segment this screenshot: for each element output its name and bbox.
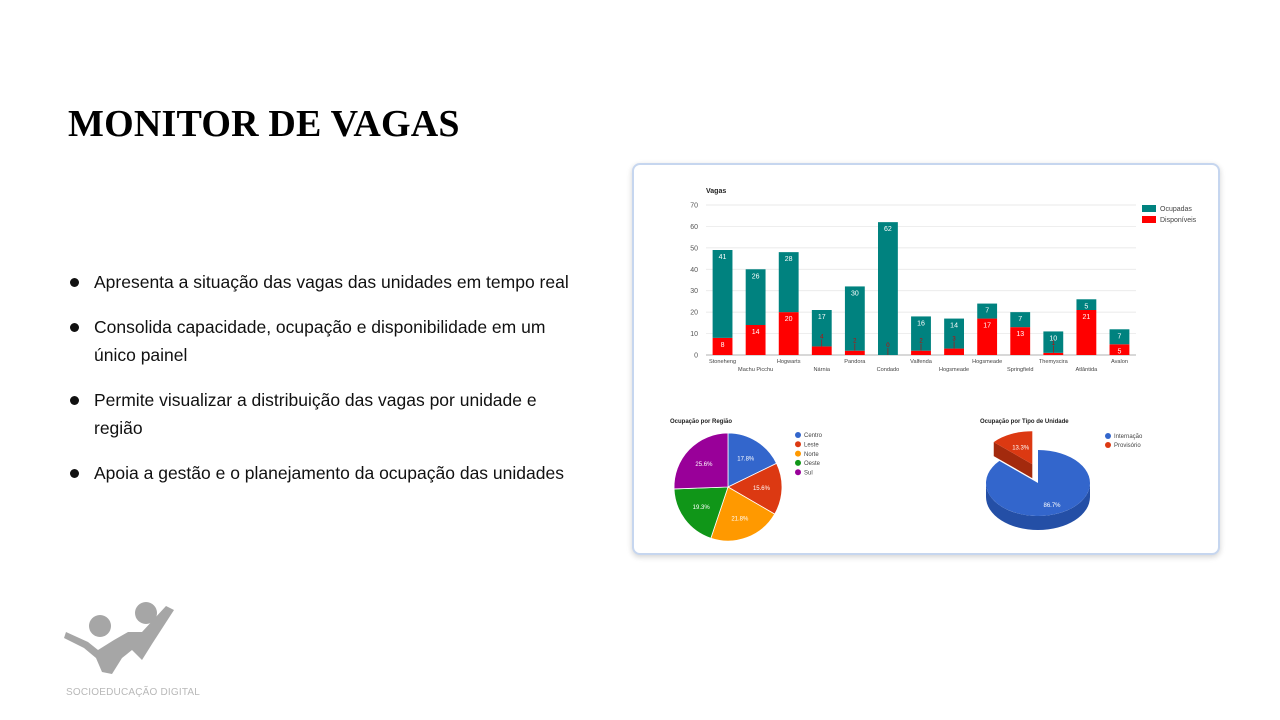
bar-value-disponiveis: 13 [1016, 331, 1025, 339]
bullet-dot-icon [70, 396, 79, 405]
bar-value-disponiveis: 14 [751, 329, 760, 336]
bar-value-disponiveis: 20 [784, 316, 793, 324]
bar-disponiveis [944, 349, 964, 355]
dashboard-charts [634, 165, 1220, 555]
bar-value-ocupadas: 5 [1084, 303, 1089, 311]
legend-dot-icon [795, 460, 801, 466]
footer-brand: SOCIOEDUCAÇÃO DIGITAL [66, 687, 201, 698]
bar-disponiveis [812, 346, 832, 355]
legend-dot-icon [795, 432, 801, 438]
legend-swatch-disponiveis [1142, 216, 1156, 223]
x-tick-label: Atlântida [1075, 367, 1098, 373]
legend-label: Sul [804, 470, 813, 477]
x-tick-label: Condado [876, 367, 900, 373]
bar-value-ocupadas: 41 [718, 254, 727, 261]
bar-value-ocupadas: 7 [1117, 333, 1122, 341]
pie-slice-label: 15.6% [752, 486, 770, 493]
bar-ocupadas [878, 222, 898, 355]
bar-disponiveis [911, 351, 931, 355]
socioeducacao-logo-icon [62, 600, 186, 678]
bar-disponiveis [845, 351, 865, 355]
pie-region-title: Ocupação por Região [670, 419, 733, 425]
bar-value-disponiveis: 8 [720, 341, 725, 349]
x-tick-label: Stoneheng [709, 359, 737, 365]
bar-ocupadas [713, 250, 733, 338]
bar-value-disponiveis: 5 [1117, 348, 1122, 356]
logo-figures [64, 602, 174, 674]
bullet-text: Apoia a gestão e o planejamento da ocupação das unidades [94, 463, 564, 483]
bar-value-ocupadas: 7 [985, 307, 990, 315]
legend-label: Oeste [804, 461, 821, 468]
y-tick-label: 40 [690, 266, 698, 274]
x-tick-label: Machu Picchu [738, 367, 774, 373]
x-tick-label: Valfenda [910, 359, 932, 365]
bullet-text: Apresenta a situação das vagas das unidades em tempo real [94, 272, 569, 292]
legend-label: Internação [1114, 434, 1143, 441]
legend-dot-icon [795, 469, 801, 475]
logo-head-left [89, 615, 111, 637]
bar-value-ocupadas: 62 [884, 226, 892, 234]
y-tick-label: 0 [694, 352, 698, 360]
bullet-item [70, 268, 590, 296]
bullet-item [70, 386, 590, 442]
legend-label: Provisório [1114, 443, 1141, 450]
y-tick-label: 20 [690, 309, 698, 317]
dashboard-screenshot [632, 163, 1220, 555]
x-tick-label: Nárnia [813, 367, 831, 373]
x-tick-label: Avalon [1110, 359, 1128, 365]
bar-value-ocupadas: 28 [784, 256, 793, 264]
pie-slice-label: 86.7% [1043, 503, 1061, 509]
legend-dot-icon [1105, 433, 1111, 439]
pie-slice-label: 25.6% [695, 461, 713, 468]
x-tick-label: Themyscira [1038, 359, 1068, 365]
bar-value-disponiveis: 2 [919, 338, 923, 345]
legend-dot-icon [795, 441, 801, 447]
bar-value-disponiveis: 0 [886, 343, 890, 349]
bar-value-disponiveis: 17 [983, 322, 992, 330]
y-tick-label: 50 [690, 245, 698, 253]
bullet-item [70, 459, 590, 487]
bar-value-disponiveis: 4 [820, 334, 824, 341]
slide-title: MONITOR DE VAGAS [68, 103, 460, 145]
bar-value-ocupadas: 10 [1049, 335, 1058, 343]
bar-value-disponiveis: 2 [853, 338, 857, 345]
pie-slice-label: 17.8% [737, 456, 755, 463]
bar-chart-title: Vagas [706, 188, 727, 195]
bar-disponiveis [1043, 353, 1063, 355]
pie-slice-label: 13.3% [1012, 445, 1030, 452]
legend-label-disponiveis: Disponíveis [1160, 217, 1197, 224]
legend-label: Norte [804, 451, 819, 458]
bullet-text: Permite visualizar a distribuição das vagas por unidade e região [94, 390, 537, 438]
bar-value-ocupadas: 7 [1018, 316, 1023, 324]
legend-dot-icon [795, 451, 801, 457]
bar-value-ocupadas: 26 [751, 273, 760, 281]
bar-value-disponiveis: 1 [1051, 340, 1055, 347]
y-tick-label: 10 [690, 331, 698, 339]
legend-label: Centro [804, 433, 823, 440]
bullet-dot-icon [70, 323, 79, 332]
bullet-list [70, 268, 590, 504]
legend-label: Leste [804, 442, 819, 449]
y-tick-label: 60 [690, 223, 698, 231]
bar-value-disponiveis: 3 [952, 336, 956, 343]
pie-slice-label: 19.3% [692, 505, 710, 512]
bar-value-ocupadas: 16 [917, 320, 925, 328]
bar-value-disponiveis: 21 [1082, 314, 1091, 321]
logo-bodies [64, 606, 174, 674]
y-tick-label: 30 [690, 288, 698, 296]
bullet-item [70, 313, 590, 369]
x-tick-label: Pandora [844, 359, 866, 365]
x-tick-label: Hogsmeade [972, 359, 1003, 365]
x-tick-label: Hogwarts [776, 359, 801, 365]
bullet-text: Consolida capacidade, ocupação e disponibilidade em um único painel [94, 317, 546, 365]
x-tick-label: Springfield [1007, 367, 1034, 373]
pie-slice-label: 21.8% [731, 516, 749, 523]
pie-type-title: Ocupação por Tipo de Unidade [980, 419, 1069, 425]
legend-swatch-ocupadas [1142, 205, 1156, 212]
x-tick-label: Hogsmeade [938, 367, 970, 373]
y-tick-label: 70 [690, 202, 698, 210]
bar-value-ocupadas: 14 [950, 322, 958, 330]
bar-value-ocupadas: 30 [850, 290, 859, 298]
bullet-dot-icon [70, 278, 79, 287]
bar-value-ocupadas: 17 [817, 314, 826, 321]
legend-label-ocupadas: Ocupadas [1160, 206, 1192, 213]
legend-dot-icon [1105, 442, 1111, 448]
bullet-dot-icon [70, 469, 79, 478]
